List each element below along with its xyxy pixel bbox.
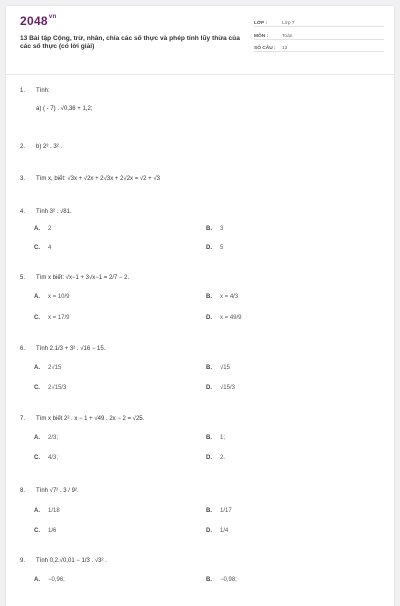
answer-options [34,226,382,251]
question-text: Tính 3² . √81. [36,209,72,215]
question-5 [20,273,382,344]
meta-info [254,16,384,54]
question-3 [20,174,382,207]
option-d[interactable]: D. x = 49/9 [206,315,242,321]
option-c[interactable]: C. x = 17/9 [34,315,70,321]
meta-label: MÔN : [254,33,269,39]
option-d[interactable]: D. 5 [206,245,224,251]
document-title: 13 Bài tập Cộng, trừ, nhân, chia các số thực và phép tính lũy thừa của các số thực (có lời giải) [20,35,240,51]
option-c[interactable]: C. 4/3; [34,455,59,461]
question-number: 5. [20,275,26,281]
question-number: 1. [20,88,26,94]
question-number: 2. [20,144,26,150]
document-sheet [6,6,394,606]
question-2 [20,142,382,174]
header [6,6,394,58]
logo-text: 2048 [20,14,48,28]
answer-options [34,435,382,461]
question-text: Tìm x biết: √x−1 + 3√x−1 = 2/7 − 2. [36,275,130,281]
question-8 [20,486,382,556]
answer-options [34,577,382,583]
option-b[interactable]: B. 3 [206,226,224,232]
option-b[interactable]: B. −0,98; [206,577,237,583]
question-4 [20,207,382,273]
option-a[interactable]: A. 2 [34,226,52,232]
option-c[interactable]: C. 4 [34,245,52,251]
meta-value: 13 [282,46,288,51]
logo-suffix: vn [48,14,57,20]
question-text: Tính 0,2.√0,01 − 1/3 . √3² . [36,558,107,564]
question-number: 6. [20,346,26,352]
option-a[interactable]: A. x = 10/9 [34,294,70,300]
question-text: Tính √7² . 3 / 9². [36,488,79,494]
meta-row-count [254,41,384,52]
meta-value: Lớp 7 [282,21,295,26]
question-subpart: a) ( - 7) . √0,36 + 1,2; [36,106,93,112]
answer-options [34,294,382,321]
option-b[interactable]: B. 1; [206,435,226,441]
question-list [20,86,382,596]
question-number: 7. [20,416,26,422]
option-b[interactable]: B. √15 [206,365,230,371]
meta-label: SỐ CÂU : [254,46,276,51]
question-text: Tính: [36,88,50,94]
question-6 [20,344,382,414]
question-number: 9. [20,558,26,564]
question-7 [20,414,382,486]
question-text: Tìm x, biết: √3x + √2x + 2√3x + 2√2x = √2 + √3 [36,176,160,182]
option-c[interactable]: C. 2√15/3 [34,385,67,391]
answer-options [34,365,382,391]
answer-options [34,508,382,534]
question-text: Tìm x biết 2² . x − 1 + √49 . 2x − 2 = √25. [36,416,145,422]
question-number: 8. [20,488,26,494]
meta-row-subject [254,29,384,40]
option-a[interactable]: A. 2/3; [34,435,59,441]
question-1 [20,86,382,142]
site-logo[interactable] [20,14,57,28]
option-d[interactable]: D. 1/4 [206,528,229,534]
meta-row-class [254,16,384,27]
option-c[interactable]: C. 1/6 [34,528,57,534]
option-d[interactable]: D. √15/3 [206,385,235,391]
option-a[interactable]: A. 2√15 [34,365,62,371]
question-number: 4. [20,209,26,215]
question-9 [20,556,382,596]
option-b[interactable]: B. 1/17 [206,508,232,514]
question-number: 3. [20,176,26,182]
option-a[interactable]: A. 1/18 [34,508,60,514]
question-text: b) 2³ . 3² . [36,144,63,150]
option-d[interactable]: D. 2. [206,455,226,461]
meta-value: Toán [282,33,293,39]
header-divider [6,74,394,75]
option-b[interactable]: B. x = 4/3 [206,294,239,300]
meta-label: LỚP : [254,21,268,26]
option-a[interactable]: A. −0,96; [34,577,65,583]
question-text: Tính 2.1/3 + 3² . √16 − 15. [36,346,106,352]
